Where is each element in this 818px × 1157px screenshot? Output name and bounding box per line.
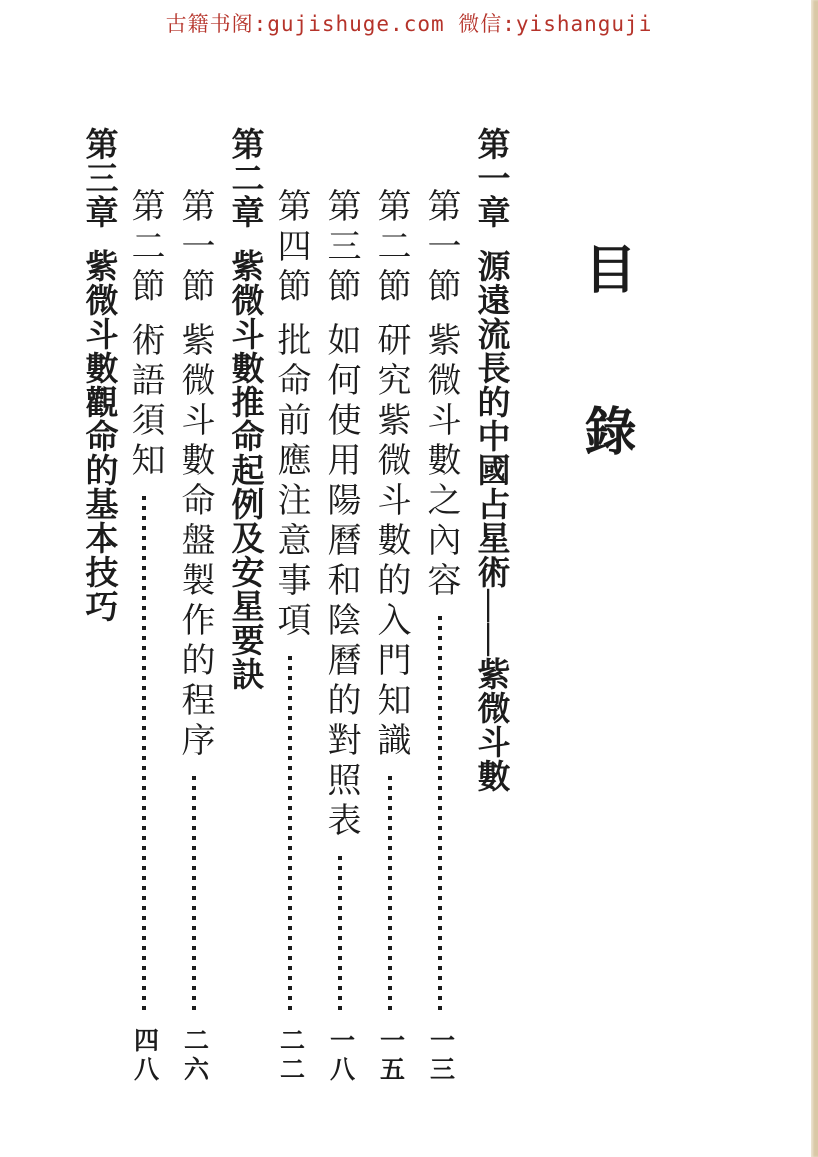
page-title	[576, 242, 632, 566]
section-number: 第一節	[422, 188, 459, 308]
toc-entry	[120, 188, 168, 1085]
page-number: 一三	[426, 1027, 454, 1085]
toc-entry	[316, 188, 364, 1085]
page-number: 四八	[130, 1027, 158, 1085]
section-number: 第二節	[372, 188, 409, 308]
page-number: 一八	[326, 1027, 354, 1085]
toc-entry	[416, 188, 464, 1085]
chapter-title: 紫微斗數推命起例及安星要訣	[226, 249, 263, 691]
chapter-number: 第二章	[226, 127, 263, 229]
dotted-leader	[338, 856, 342, 1015]
chapter-3-heading	[74, 127, 122, 623]
section-number: 第四節	[272, 188, 309, 308]
chapter-title: 紫微斗數觀命的基本技巧	[80, 249, 117, 623]
section-title: 如何使用陽曆和陰曆的對照表	[322, 322, 359, 842]
dotted-leader	[192, 776, 196, 1015]
section-title: 研究紫微斗數的入門知識	[372, 322, 409, 762]
page-number: 一五	[376, 1027, 404, 1085]
chapter-number: 第三章	[80, 127, 117, 229]
page-number: 二二	[276, 1027, 304, 1085]
toc-entry	[266, 188, 314, 1085]
page-title-text: 目錄	[576, 242, 633, 566]
section-title: 紫微斗數命盤製作的程序	[176, 322, 213, 762]
section-number: 第三節	[322, 188, 359, 308]
toc-entry	[366, 188, 414, 1085]
scan-page-edge	[811, 0, 818, 1157]
chapter-2-heading	[220, 127, 268, 691]
section-title: 批命前應注意事項	[272, 322, 309, 642]
section-number: 第二節	[126, 188, 163, 308]
chapter-title: 源遠流長的中國占星術——紫微斗數	[472, 249, 509, 793]
dotted-leader	[438, 616, 442, 1015]
section-number: 第一節	[176, 188, 213, 308]
dotted-leader	[142, 496, 146, 1015]
chapter-1-heading	[466, 127, 514, 793]
watermark-text: 古籍书阁:gujishuge.com 微信:yishanguji	[165, 12, 653, 36]
dotted-leader	[388, 776, 392, 1015]
chapter-number: 第一章	[472, 127, 509, 229]
section-title: 紫微斗數之內容	[422, 322, 459, 602]
dotted-leader	[288, 656, 292, 1015]
toc-entry	[170, 188, 218, 1085]
page-number: 二六	[180, 1027, 208, 1085]
section-title: 術語須知	[126, 322, 163, 482]
